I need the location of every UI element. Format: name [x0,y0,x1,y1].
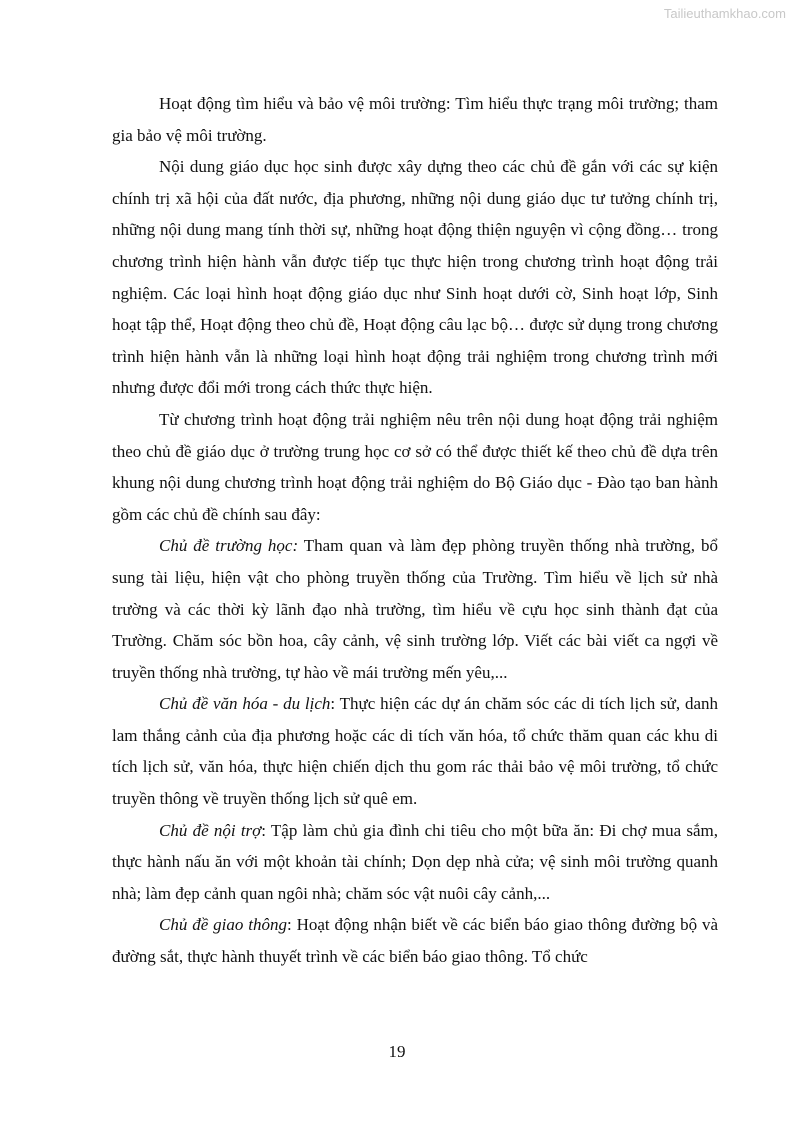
paragraph-topic-school: Chủ đề trường học: Tham quan và làm đẹp phòng truyền thống nhà trường, bổ sung tài liệu, hiện vật cho phòng truyền thống của Trường. Tìm hiểu về lịch sử nhà trường và các thời kỳ lãnh đạo nhà trường, tìm hiểu về cựu học sinh thành đạt của Trường. Chăm sóc bồn hoa, cây cảnh, vệ sinh trường lớp. Viết các bài viết ca ngợi về truyền thống nhà trường, tự hào về mái trường mến yêu,... [112,536,718,682]
topic-title: Chủ đề văn hóa - du lịch [159,694,331,714]
paragraph-topic-housework: Chủ đề nội trợ: Tập làm chủ gia đình chi tiêu cho một bữa ăn: Đi chợ mua sắm, thực hành nấu ăn với một khoản tài chính; Dọn dẹp nhà cửa; vệ sinh môi trường quanh nhà; làm đẹp cảnh quan ngôi nhà; chăm sóc vật nuôi cây cảnh,... [112,820,718,903]
paragraph-environment: Hoạt động tìm hiểu và bảo vệ môi trường: Tìm hiểu thực trạng môi trường; tham gia bảo vệ môi trường. [112,94,718,145]
topic-title: Chủ đề nội trợ [159,820,262,840]
page-number: 19 [388,1042,406,1061]
watermark: Tailieuthamkhao.com [663,6,786,21]
paragraph-education-content: Nội dung giáo dục học sinh được xây dựng theo các chủ đề gắn với các sự kiện chính trị xã hội của đất nước, địa phương, những nội dung giáo dục tư tưởng chính trị, những nội dung mang tính thời sự, những hoạt động thiện nguyện vì cộng đồng… trong chương trình hiện hành vẫn được tiếp tục thực hiện trong chương trình hoạt động trải nghiệm. Các loại hình hoạt động giáo dục như Sinh hoạt dưới cờ, Sinh hoạt lớp, Sinh hoạt tập thể, Hoạt động theo chủ đề, Hoạt động câu lạc bộ… được sử dụng trong chương trình hiện hành vẫn là những loại hình hoạt động trải nghiệm trong chương trình mới nhưng được đổi mới trong cách thức thực hiện. [112,157,718,398]
topic-title: Chủ đề trường học: [159,536,299,556]
paragraph-topic-traffic: Chủ đề giao thông: Hoạt động nhận biết về các biển báo giao thông đường bộ và đường sắt, thực hành thuyết trình về các biển báo giao thông. Tổ chức [112,915,718,967]
paragraph-program-overview: Từ chương trình hoạt động trải nghiệm nêu trên nội dung hoạt động trải nghiệm theo chủ đề giáo dục ở trường trung học cơ sở có thể được thiết kế theo chủ đề dựa trên khung nội dung chương trình hoạt động trải nghiệm do Bộ Giáo dục - Đào tạo ban hành gồm các chủ đề chính sau đây: [112,409,718,524]
paragraph-topic-culture-tourism: Chủ đề văn hóa - du lịch: Thực hiện các dự án chăm sóc các di tích lịch sử, danh lam thắng cảnh của địa phương hoặc các di tích văn hóa, tổ chức thăm quan các khu di tích lịch sử, văn hóa, thực hiện chiến dịch thu gom rác thải bảo vệ môi trường, tổ chức truyền thông về truyền thống lịch sử quê em. [112,694,718,809]
document-body [112,88,718,973]
topic-title: Chủ đề giao thông [159,915,287,935]
